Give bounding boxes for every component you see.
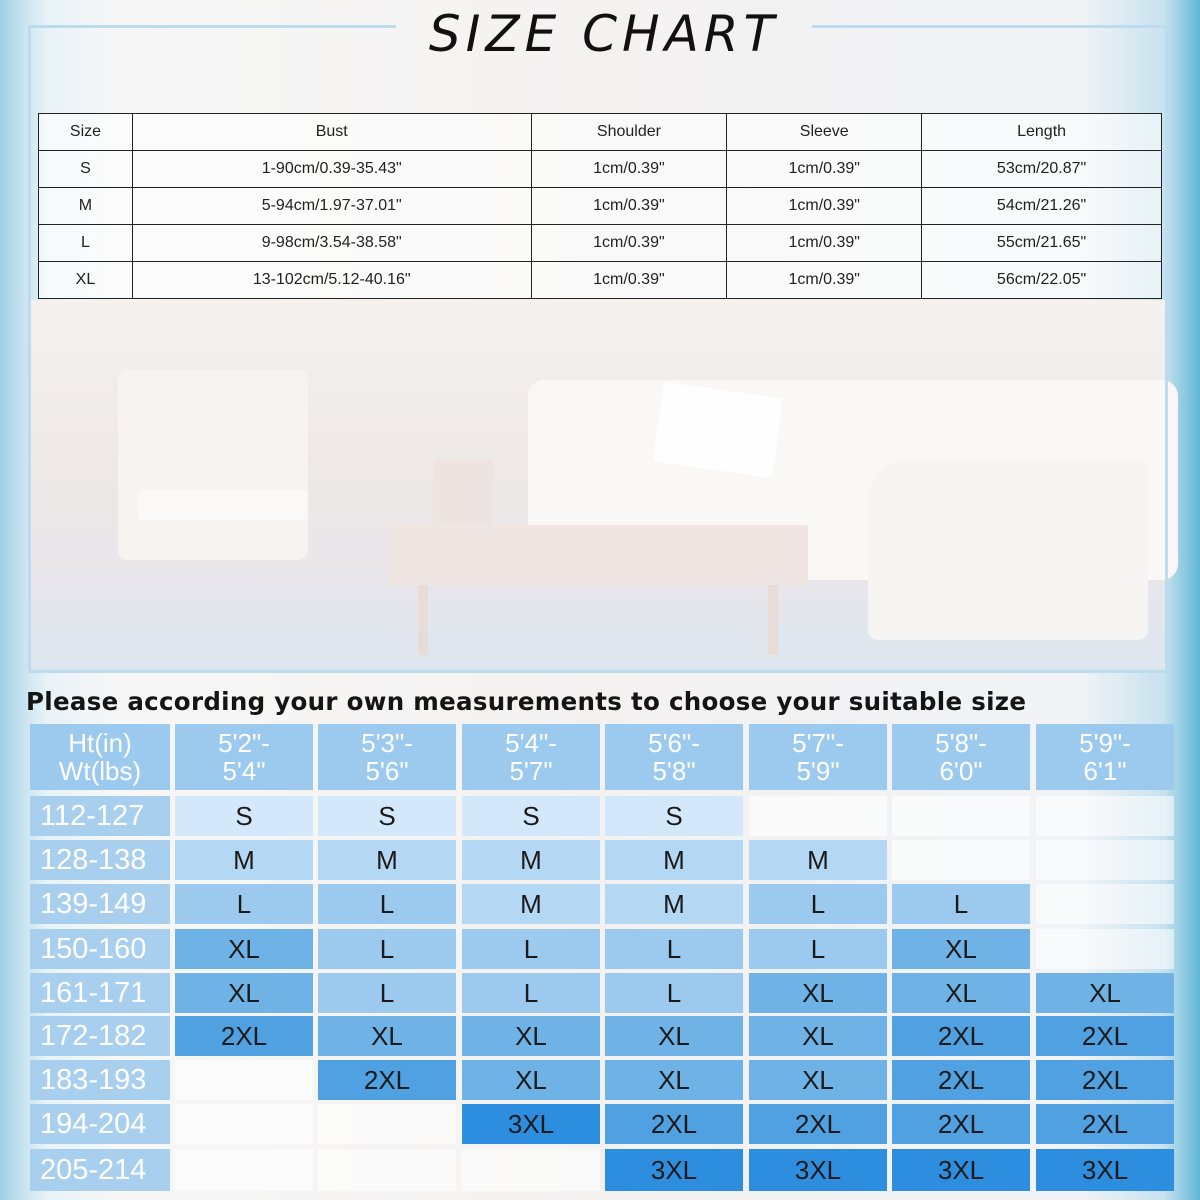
empty-cell <box>1036 840 1174 880</box>
size-recommendation-cell: L <box>605 929 743 969</box>
weight-row-label: 139-149 <box>30 884 170 924</box>
size-recommendation-cell: M <box>605 884 743 924</box>
size-recommendation-cell: XL <box>749 1060 887 1100</box>
size-recommendation-cell: XL <box>318 1016 456 1056</box>
size-recommendation-cell: XL <box>175 973 313 1013</box>
size-recommendation-cell: M <box>462 884 600 924</box>
table-row <box>39 225 1162 262</box>
length-cell: 54cm/21.26" <box>922 188 1162 225</box>
height-column-header <box>605 724 743 790</box>
size-recommendation-cell: 2XL <box>318 1060 456 1100</box>
table-row <box>39 262 1162 299</box>
size-recommendation-cell: M <box>749 840 887 880</box>
size-recommendation-cell: 2XL <box>605 1104 743 1144</box>
sleeve-cell: 1cm/0.39" <box>727 188 922 225</box>
empty-cell <box>175 1149 313 1191</box>
empty-cell <box>318 1149 456 1191</box>
shoulder-cell: 1cm/0.39" <box>531 188 727 225</box>
weight-row-label: 172-182 <box>30 1016 170 1056</box>
height-label: 5'2"- <box>218 728 270 758</box>
page-title: SIZE CHART <box>428 5 780 63</box>
frame-top-right <box>812 25 1168 28</box>
size-recommendation-cell: L <box>318 884 456 924</box>
col-header-sleeve: Sleeve <box>727 114 922 151</box>
height-label: 5'3"- <box>361 728 413 758</box>
size-recommendation-cell: 3XL <box>892 1149 1030 1191</box>
size-recommendation-cell: 2XL <box>1036 1104 1174 1144</box>
empty-cell <box>1036 884 1174 924</box>
size-recommendation-cell: XL <box>175 929 313 969</box>
size-recommendation-cell: L <box>175 884 313 924</box>
size-recommendation-cell: 2XL <box>175 1016 313 1056</box>
height-label: 5'7" <box>509 756 553 786</box>
size-recommendation-cell: XL <box>462 1016 600 1056</box>
size-recommendation-cell: S <box>605 796 743 836</box>
col-header-bust: Bust <box>132 114 531 151</box>
weight-row-label: 183-193 <box>30 1060 170 1100</box>
height-label: 5'8"- <box>935 728 987 758</box>
table-header-row <box>39 114 1162 151</box>
size-cell: L <box>39 225 133 262</box>
size-recommendation-cell: XL <box>892 973 1030 1013</box>
empty-cell <box>892 796 1030 836</box>
size-recommendation-cell: S <box>175 796 313 836</box>
empty-cell <box>462 1149 600 1191</box>
size-recommendation-cell: 2XL <box>1036 1060 1174 1100</box>
shoulder-cell: 1cm/0.39" <box>531 262 727 299</box>
weight-row-label: 205-214 <box>30 1149 170 1191</box>
sleeve-cell: 1cm/0.39" <box>727 151 922 188</box>
shoulder-cell: 1cm/0.39" <box>531 151 727 188</box>
length-cell: 53cm/20.87" <box>922 151 1162 188</box>
sizing-notice: Please according your own measurements to choose your suitable size <box>26 687 1027 716</box>
height-label: 5'8" <box>652 756 696 786</box>
size-recommendation-cell: 3XL <box>462 1104 600 1144</box>
weight-row-label: 194-204 <box>30 1104 170 1144</box>
sleeve-cell: 1cm/0.39" <box>727 262 922 299</box>
height-label: 5'4" <box>222 756 266 786</box>
height-label: 6'0" <box>939 756 983 786</box>
weight-row-label: 112-127 <box>30 796 170 836</box>
height-label: 5'9" <box>796 756 840 786</box>
size-recommendation-cell: XL <box>605 1016 743 1056</box>
size-recommendation-cell: L <box>318 973 456 1013</box>
length-cell: 56cm/22.05" <box>922 262 1162 299</box>
grid-corner-header <box>30 724 170 790</box>
height-column-header <box>892 724 1030 790</box>
size-recommendation-cell: 2XL <box>749 1104 887 1144</box>
empty-cell <box>175 1060 313 1100</box>
size-recommendation-cell: S <box>462 796 600 836</box>
size-cell: XL <box>39 262 133 299</box>
size-recommendation-cell: M <box>462 840 600 880</box>
height-column-header <box>1036 724 1174 790</box>
size-recommendation-cell: 2XL <box>892 1104 1030 1144</box>
table-row <box>39 151 1162 188</box>
height-column-header <box>749 724 887 790</box>
height-column-header <box>175 724 313 790</box>
height-label: 5'6"- <box>648 728 700 758</box>
sleeve-cell: 1cm/0.39" <box>727 225 922 262</box>
bust-cell: 5-94cm/1.97-37.01" <box>132 188 531 225</box>
size-recommendation-cell: M <box>175 840 313 880</box>
size-recommendation-cell: 2XL <box>892 1060 1030 1100</box>
corner-label: Ht(in) <box>68 728 132 758</box>
length-cell: 55cm/21.65" <box>922 225 1162 262</box>
weight-row-label: 128-138 <box>30 840 170 880</box>
empty-cell <box>1036 796 1174 836</box>
size-recommendation-cell: XL <box>462 1060 600 1100</box>
size-recommendation-cell: 3XL <box>749 1149 887 1191</box>
size-cell: S <box>39 151 133 188</box>
empty-cell <box>749 796 887 836</box>
size-recommendation-cell: XL <box>749 973 887 1013</box>
size-recommendation-cell: L <box>605 973 743 1013</box>
size-cell: M <box>39 188 133 225</box>
weight-row-label: 161-171 <box>30 973 170 1013</box>
size-recommendation-cell: L <box>318 929 456 969</box>
weight-row-label: 150-160 <box>30 929 170 969</box>
bust-cell: 1-90cm/0.39-35.43" <box>132 151 531 188</box>
col-header-size: Size <box>39 114 133 151</box>
height-column-header <box>318 724 456 790</box>
height-weight-size-grid <box>30 724 1176 1196</box>
size-recommendation-cell: XL <box>892 929 1030 969</box>
size-recommendation-cell: L <box>749 884 887 924</box>
size-recommendation-cell: 2XL <box>892 1016 1030 1056</box>
table-row <box>39 188 1162 225</box>
size-recommendation-cell: 3XL <box>1036 1149 1174 1191</box>
size-recommendation-cell: XL <box>749 1016 887 1056</box>
size-recommendation-cell: L <box>462 929 600 969</box>
frame-top-left <box>28 25 396 28</box>
bust-cell: 9-98cm/3.54-38.58" <box>132 225 531 262</box>
col-header-length: Length <box>922 114 1162 151</box>
size-measurement-table <box>38 113 1162 299</box>
size-recommendation-cell: 2XL <box>1036 1016 1174 1056</box>
height-label: 5'7"- <box>792 728 844 758</box>
size-recommendation-cell: M <box>605 840 743 880</box>
col-header-shoulder: Shoulder <box>531 114 727 151</box>
height-label: 5'6" <box>365 756 409 786</box>
empty-cell <box>318 1104 456 1144</box>
empty-cell <box>1036 929 1174 969</box>
size-recommendation-cell: XL <box>1036 973 1174 1013</box>
size-recommendation-cell: XL <box>605 1060 743 1100</box>
bust-cell: 13-102cm/5.12-40.16" <box>132 262 531 299</box>
size-recommendation-cell: L <box>749 929 887 969</box>
size-recommendation-cell: 3XL <box>605 1149 743 1191</box>
size-recommendation-cell: L <box>892 884 1030 924</box>
size-recommendation-cell: M <box>318 840 456 880</box>
shoulder-cell: 1cm/0.39" <box>531 225 727 262</box>
height-label: 5'4"- <box>505 728 557 758</box>
height-label: 5'9"- <box>1079 728 1131 758</box>
corner-label: Wt(lbs) <box>58 756 142 786</box>
empty-cell <box>892 840 1030 880</box>
size-recommendation-cell: L <box>462 973 600 1013</box>
height-label: 6'1" <box>1083 756 1127 786</box>
empty-cell <box>175 1104 313 1144</box>
size-recommendation-cell: S <box>318 796 456 836</box>
height-column-header <box>462 724 600 790</box>
